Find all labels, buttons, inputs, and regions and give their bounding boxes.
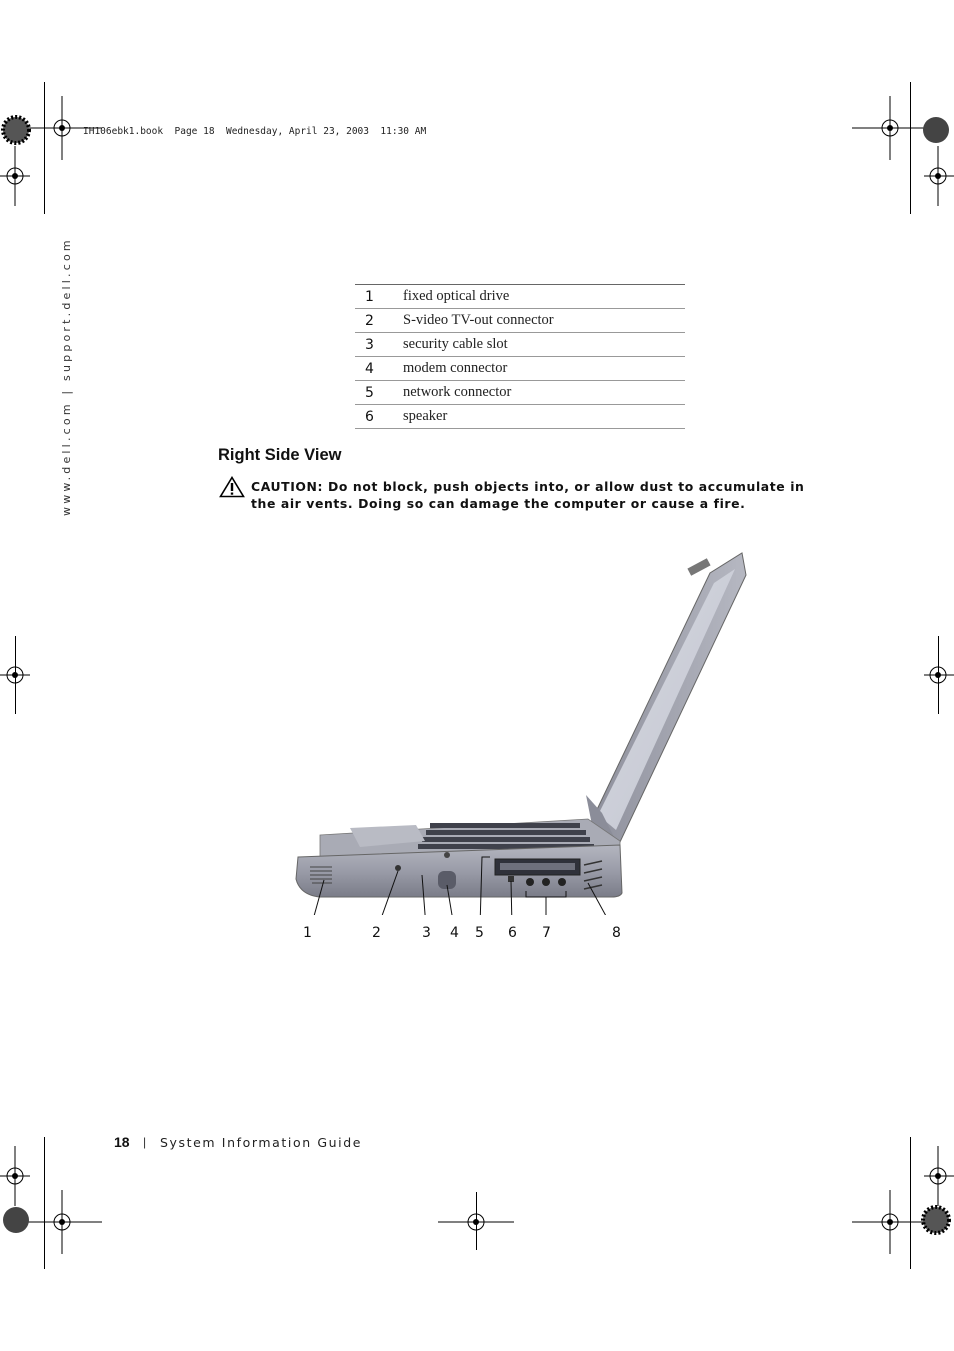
laptop-right-side-illustration	[290, 545, 760, 915]
row-label: security cable slot	[403, 333, 685, 357]
row-label: network connector	[403, 381, 685, 405]
file-info-header: IH106ebk1.book Page 18 Wednesday, April 23, 2003 11:30 AM	[83, 126, 427, 137]
callout-4: 4	[450, 925, 459, 941]
row-label: fixed optical drive	[403, 285, 685, 309]
callout-7: 7	[542, 925, 551, 941]
page-number: 18	[114, 1134, 130, 1150]
section-title: Right Side View	[218, 446, 342, 464]
table-row	[355, 405, 685, 429]
caution-text: CAUTION: Do not block, push objects into, or allow dust to accumulate in the air vents. Doing so can damage the computer or cause a fire.	[251, 479, 805, 511]
callout-3: 3	[422, 925, 431, 941]
callout-2: 2	[372, 925, 381, 941]
footer-separator: |	[143, 1135, 147, 1149]
row-number: 4	[355, 357, 403, 381]
sidebar-url: www.dell.com | support.dell.com	[60, 237, 73, 516]
footer-guide-title: System Information Guide	[160, 1135, 363, 1150]
row-number: 1	[355, 285, 403, 309]
legend-table	[355, 284, 685, 429]
table-row	[355, 285, 685, 309]
row-number: 5	[355, 381, 403, 405]
callout-6: 6	[508, 925, 517, 941]
row-number: 3	[355, 333, 403, 357]
row-number: 2	[355, 309, 403, 333]
row-label: speaker	[403, 405, 685, 429]
row-label: S-video TV-out connector	[403, 309, 685, 333]
callout-8: 8	[612, 925, 621, 941]
row-number: 6	[355, 405, 403, 429]
table-row	[355, 333, 685, 357]
table-row	[355, 309, 685, 333]
table-row	[355, 381, 685, 405]
table-row	[355, 357, 685, 381]
row-label: modem connector	[403, 357, 685, 381]
callout-1: 1	[303, 925, 312, 941]
callout-5: 5	[475, 925, 484, 941]
warning-triangle-icon	[219, 476, 245, 498]
